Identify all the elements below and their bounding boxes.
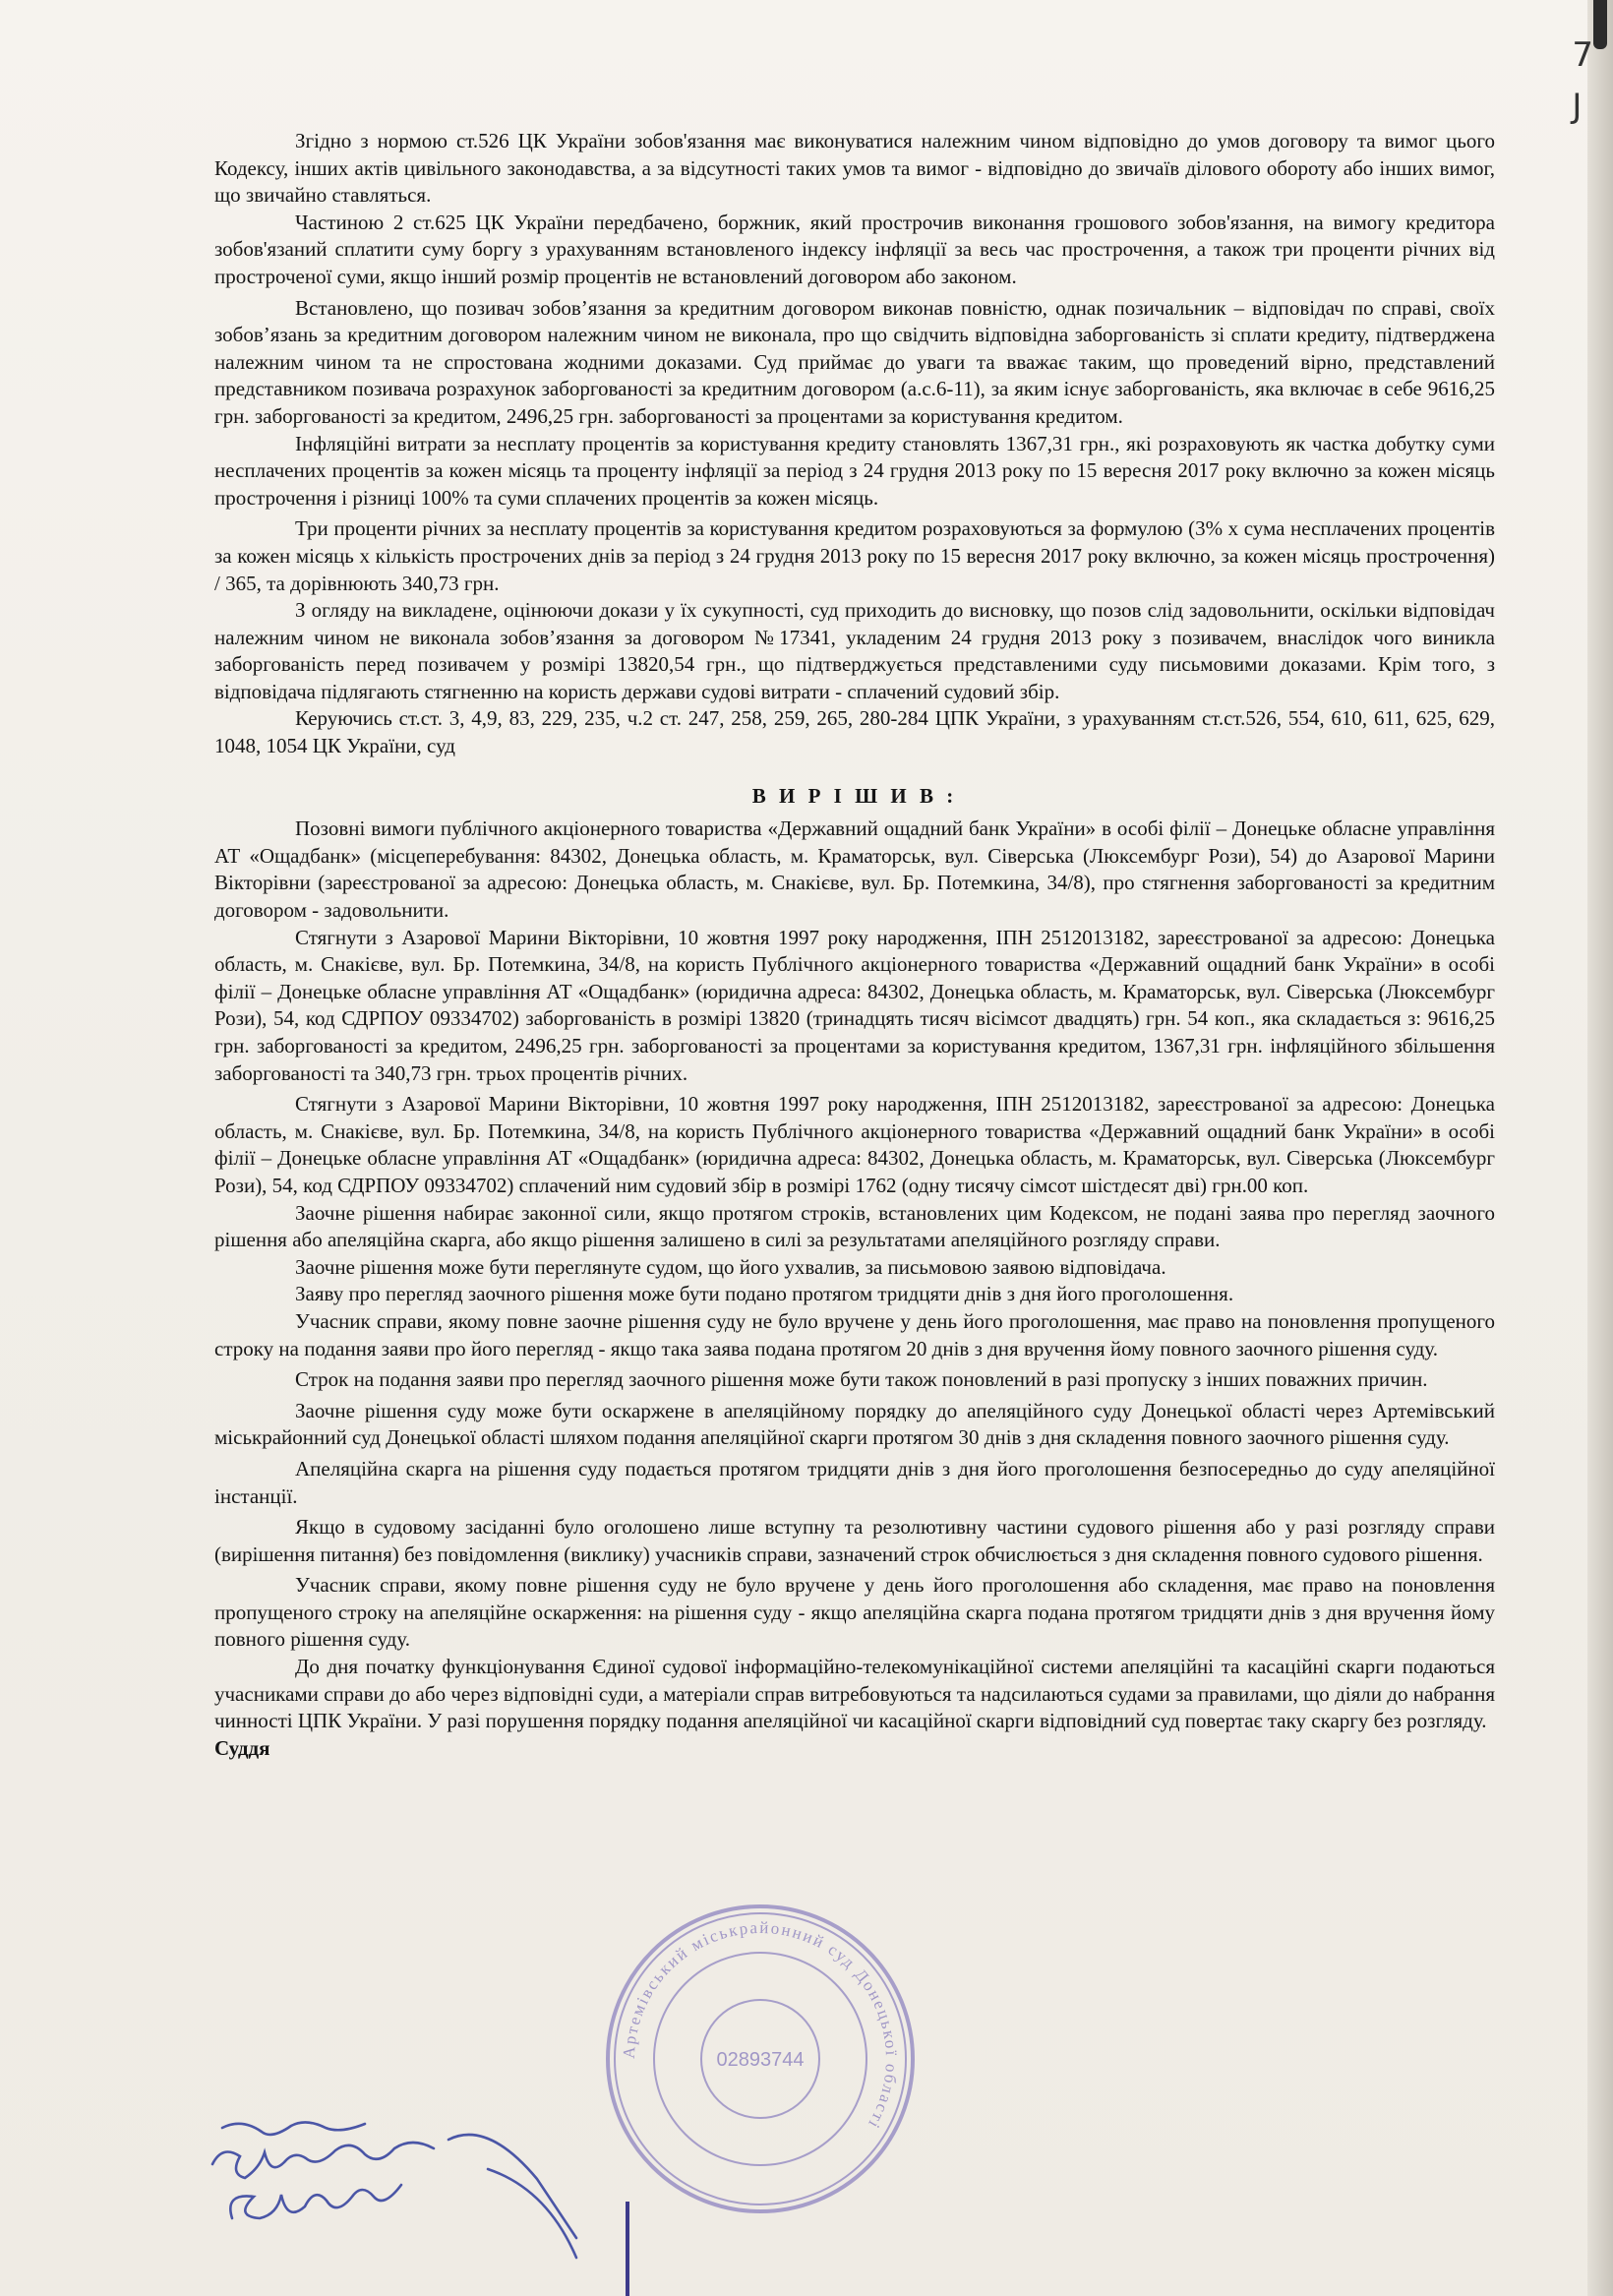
handwritten-signature <box>193 2110 606 2267</box>
margin-handwriting <box>1572 30 1593 132</box>
paragraph: Встановлено, що позивач зобов’язання за кредитним договором виконав повністю, однак позичальник – відповідач по справі, своїх зобов’язань за кредитним договором належним чином не виконала, про що свідчить відповідна заборгованість зі сплати кредиту, підтверджена належним чином та не спростована жодними доказами. Суд приймає до уваги та вважає таким, що проведений вірно, представлений представником позивача розрахунок заборгованості за кредитним договором (а.с.6-11), за яким існує заборгованість, яка включає в себе 9616,25 грн. заборгованості за кредитом, 2496,25 грн. заборгованості за процентами за користування кредитом. <box>214 295 1495 428</box>
paragraph: Три проценти річних за несплату процентів за користування кредитом розраховуються за формулою (3% х сума несплачених процентів за кожен місяць х кількість прострочених днів за період з 24 грудня 2013 року по 15 вересня 2017 року включно, за кожен місяць прострочення) / 365, та дорівнюють 340,73 грн. <box>214 516 1495 595</box>
decision-paragraph: Заочне рішення може бути переглянуте судом, що його ухвалив, за письмовою заявою відповідача. <box>295 1254 1166 1279</box>
decision-paragraph: Стягнути з Азарової Марини Вікторівни, 10 жовтня 1997 року народження, ІПН 2512013182, зареєстрованої за адресою: Донецька область, м. Снакієве, вул. Бр. Потемкина, 34/8, на користь Публічного акціонерного товариства «Державний ощадний банк України» в особі філії – Донецьке обласне управління АТ «Ощадбанк» (юридична адреса: 84302, Донецька область, м. Краматорськ, вул. Сіверська (Люксембург Рози), 54, код СДРПОУ 09334702) заборгованість в розмірі 13820 (тринадцять тисяч вісімсот двадцять) грн. 54 коп., яка складається з: 9616,25 грн. заборгованості за кредитом, 2496,25 грн. заборгованості за процентами за користування кредитом, 1367,31 грн. інфляційного збільшення заборгованості та 340,73 грн. трьох процентів річних. <box>214 925 1495 1085</box>
decision-paragraph: Позовні вимоги публічного акціонерного товариства «Державний ощадний банк України» в особі філії – Донецьке обласне управління АТ «Ощадбанк» (місцеперебування: 84302, Донецька область, м. Краматорськ, вул. Сіверська (Люксембург Рози), 54) до Азарової Марини Вікторівни (зареєстрованої за адресою: Донецька область, м. Снакієве, вул. Бр. Потемкина, 34/8), про стягнення заборгованості за кредитним договором - задовольнити. <box>214 816 1495 923</box>
page-edge <box>1587 0 1613 2296</box>
stamp-outer-text: Артемівський міськрайонний суд Донецької області <box>619 1917 902 2134</box>
binder-clip <box>1593 0 1607 49</box>
decision-paragraph: До дня початку функціонування Єдиної судової інформаційно-телекомунікаційної системи апеляційні та касаційні скарги подаються учасниками справи до або через відповідні суди, а матеріали справ витребовуються та надсилаються судами за правилами, що діяли до набрання чинності ЦПК України. У разі порушення порядку подання апеляційної чи касаційної скарги відповідний суд повертає таку скаргу без розгляду. <box>214 1655 1495 1733</box>
decision-paragraph: Якщо в судовому засіданні було оголошено лише вступну та резолютивну частини судового рішення або у разі розгляду справи (вирішення питання) без повідомлення (виклику) учасників справи, зазначений строк обчислюється з дня складення повного судового рішення. <box>214 1515 1495 1566</box>
paragraph: Частиною 2 ст.625 ЦК України передбачено, боржник, який прострочив виконання грошового зобов'язання, на вимогу кредитора зобов'язаний сплатити суму боргу з урахуванням встановленого індексу інфляції за весь час прострочення, а також три проценти річних від простроченої суми, якщо інший розмір процентів не встановлений договором або законом. <box>214 210 1495 288</box>
decision-paragraph: Заяву про перегляд заочного рішення може бути подано протягом тридцяти днів з дня його проголошення. <box>295 1282 1234 1306</box>
decision-paragraph: Учасник справи, якому повне рішення суду не було вручене у день його проголошення або складення, має право на поновлення пропущеного строку на апеляційне оскарження: на рішення суду - якщо апеляційна скарга подана протягом тридцяти днів з дня вручення йому повного рішення суду. <box>214 1573 1495 1652</box>
judge-label: Суддя <box>214 1735 270 1760</box>
document-body <box>214 128 1495 1762</box>
margin-mark-1: 7 <box>1572 35 1593 75</box>
decision-paragraph: Стягнути з Азарової Марини Вікторівни, 10 жовтня 1997 року народження, ІПН 2512013182, зареєстрованої за адресою: Донецька область, м. Снакієве, вул. Бр. Потемкина, 34/8, на користь Публічного акціонерного товариства «Державний ощадний банк України» в особі філії – Донецьке обласне управління АТ «Ощадбанк» (юридична адреса: 84302, Донецька область, м. Краматорськ, вул. Сіверська (Люксембург Рози), 54, код СДРПОУ 09334702) сплачений ним судовий збір в розмірі 1762 (одну тисячу сімсот шістдесят дві) грн.00 коп. <box>214 1092 1495 1197</box>
paragraph: Згідно з нормою ст.526 ЦК України зобов'язання має виконуватися належним чином відповідно до умов договору та вимог цього Кодексу, інших актів цивільного законодавства, а за відсутності таких умов та вимог - відповідно до звичаїв ділового обороту або інших вимог, що звичайно ставляться. <box>214 129 1495 208</box>
court-stamp <box>598 1897 923 2221</box>
decision-paragraph: Апеляційна скарга на рішення суду подається протягом тридцяти днів з дня його проголошення безпосередньо до суду апеляційної інстанції. <box>214 1456 1495 1508</box>
decision-paragraph: Заочне рішення суду може бути оскаржене в апеляційному порядку до апеляційного суду Донецької області через Артемівський міськрайонний суд Донецької області шляхом подання апеляційної скарги протягом 30 днів з дня складення повного заочного рішення суду. <box>214 1398 1495 1450</box>
paragraph: Інфляційні витрати за несплату процентів за користування кредиту становлять 1367,31 грн., які розраховують як частка добутку суми несплачених процентів за кожен місяць та проценту інфляції за період з 24 грудня 2013 року по 15 вересня 2017 року включно за кожен місяць прострочення і різниці 100% та суми сплачених процентів за кожен місяць. <box>214 431 1495 510</box>
decision-paragraph: Строк на подання заяви про перегляд заочного рішення може бути також поновлений в разі пропуску з інших поважних причин. <box>295 1367 1428 1392</box>
decision-heading: В И Р І Ш И В : <box>751 783 958 808</box>
stamp-code: 02893744 <box>716 2049 805 2071</box>
paragraph: Керуючись ст.ст. 3, 4,9, 83, 229, 235, ч.2 ст. 247, 258, 259, 265, 280-284 ЦПК України, з урахуванням ст.ст.526, 554, 610, 611, 625, 629, 1048, 1054 ЦК України, суд <box>214 706 1495 758</box>
margin-mark-2: J <box>1572 87 1583 126</box>
decision-paragraph: Заочне рішення набирає законної сили, якщо протягом строків, встановлених цим Кодексом, не подані заява про перегляд заочного рішення або апеляційна скарга, або якщо рішення залишено в силі за результатами апеляційного розгляду справи. <box>214 1200 1495 1252</box>
paragraph: З огляду на викладене, оцінюючи докази у їх сукупності, суд приходить до висновку, що позов слід задовольнити, оскільки відповідач належним чином не виконала зобов’язання за договором №17341, укладеним 24 грудня 2013 року з позивачем, внаслідок чого виникла заборгованість перед позивачем у розмірі 13820,54 грн., що підтверджується представленими суду письмовими доказами. Крім того, з відповідача підлягають стягненню на користь держави судові витрати - сплачений судовий збір. <box>214 598 1495 703</box>
decision-paragraph: Учасник справи, якому повне заочне рішення суду не було вручене у день його проголошення, має право на поновлення пропущеного строку на подання заяви про його перегляд - якщо така заява подана протягом 20 днів з дня вручення йому повного заочного рішення суду. <box>214 1308 1495 1360</box>
binder-thread <box>626 2202 629 2296</box>
